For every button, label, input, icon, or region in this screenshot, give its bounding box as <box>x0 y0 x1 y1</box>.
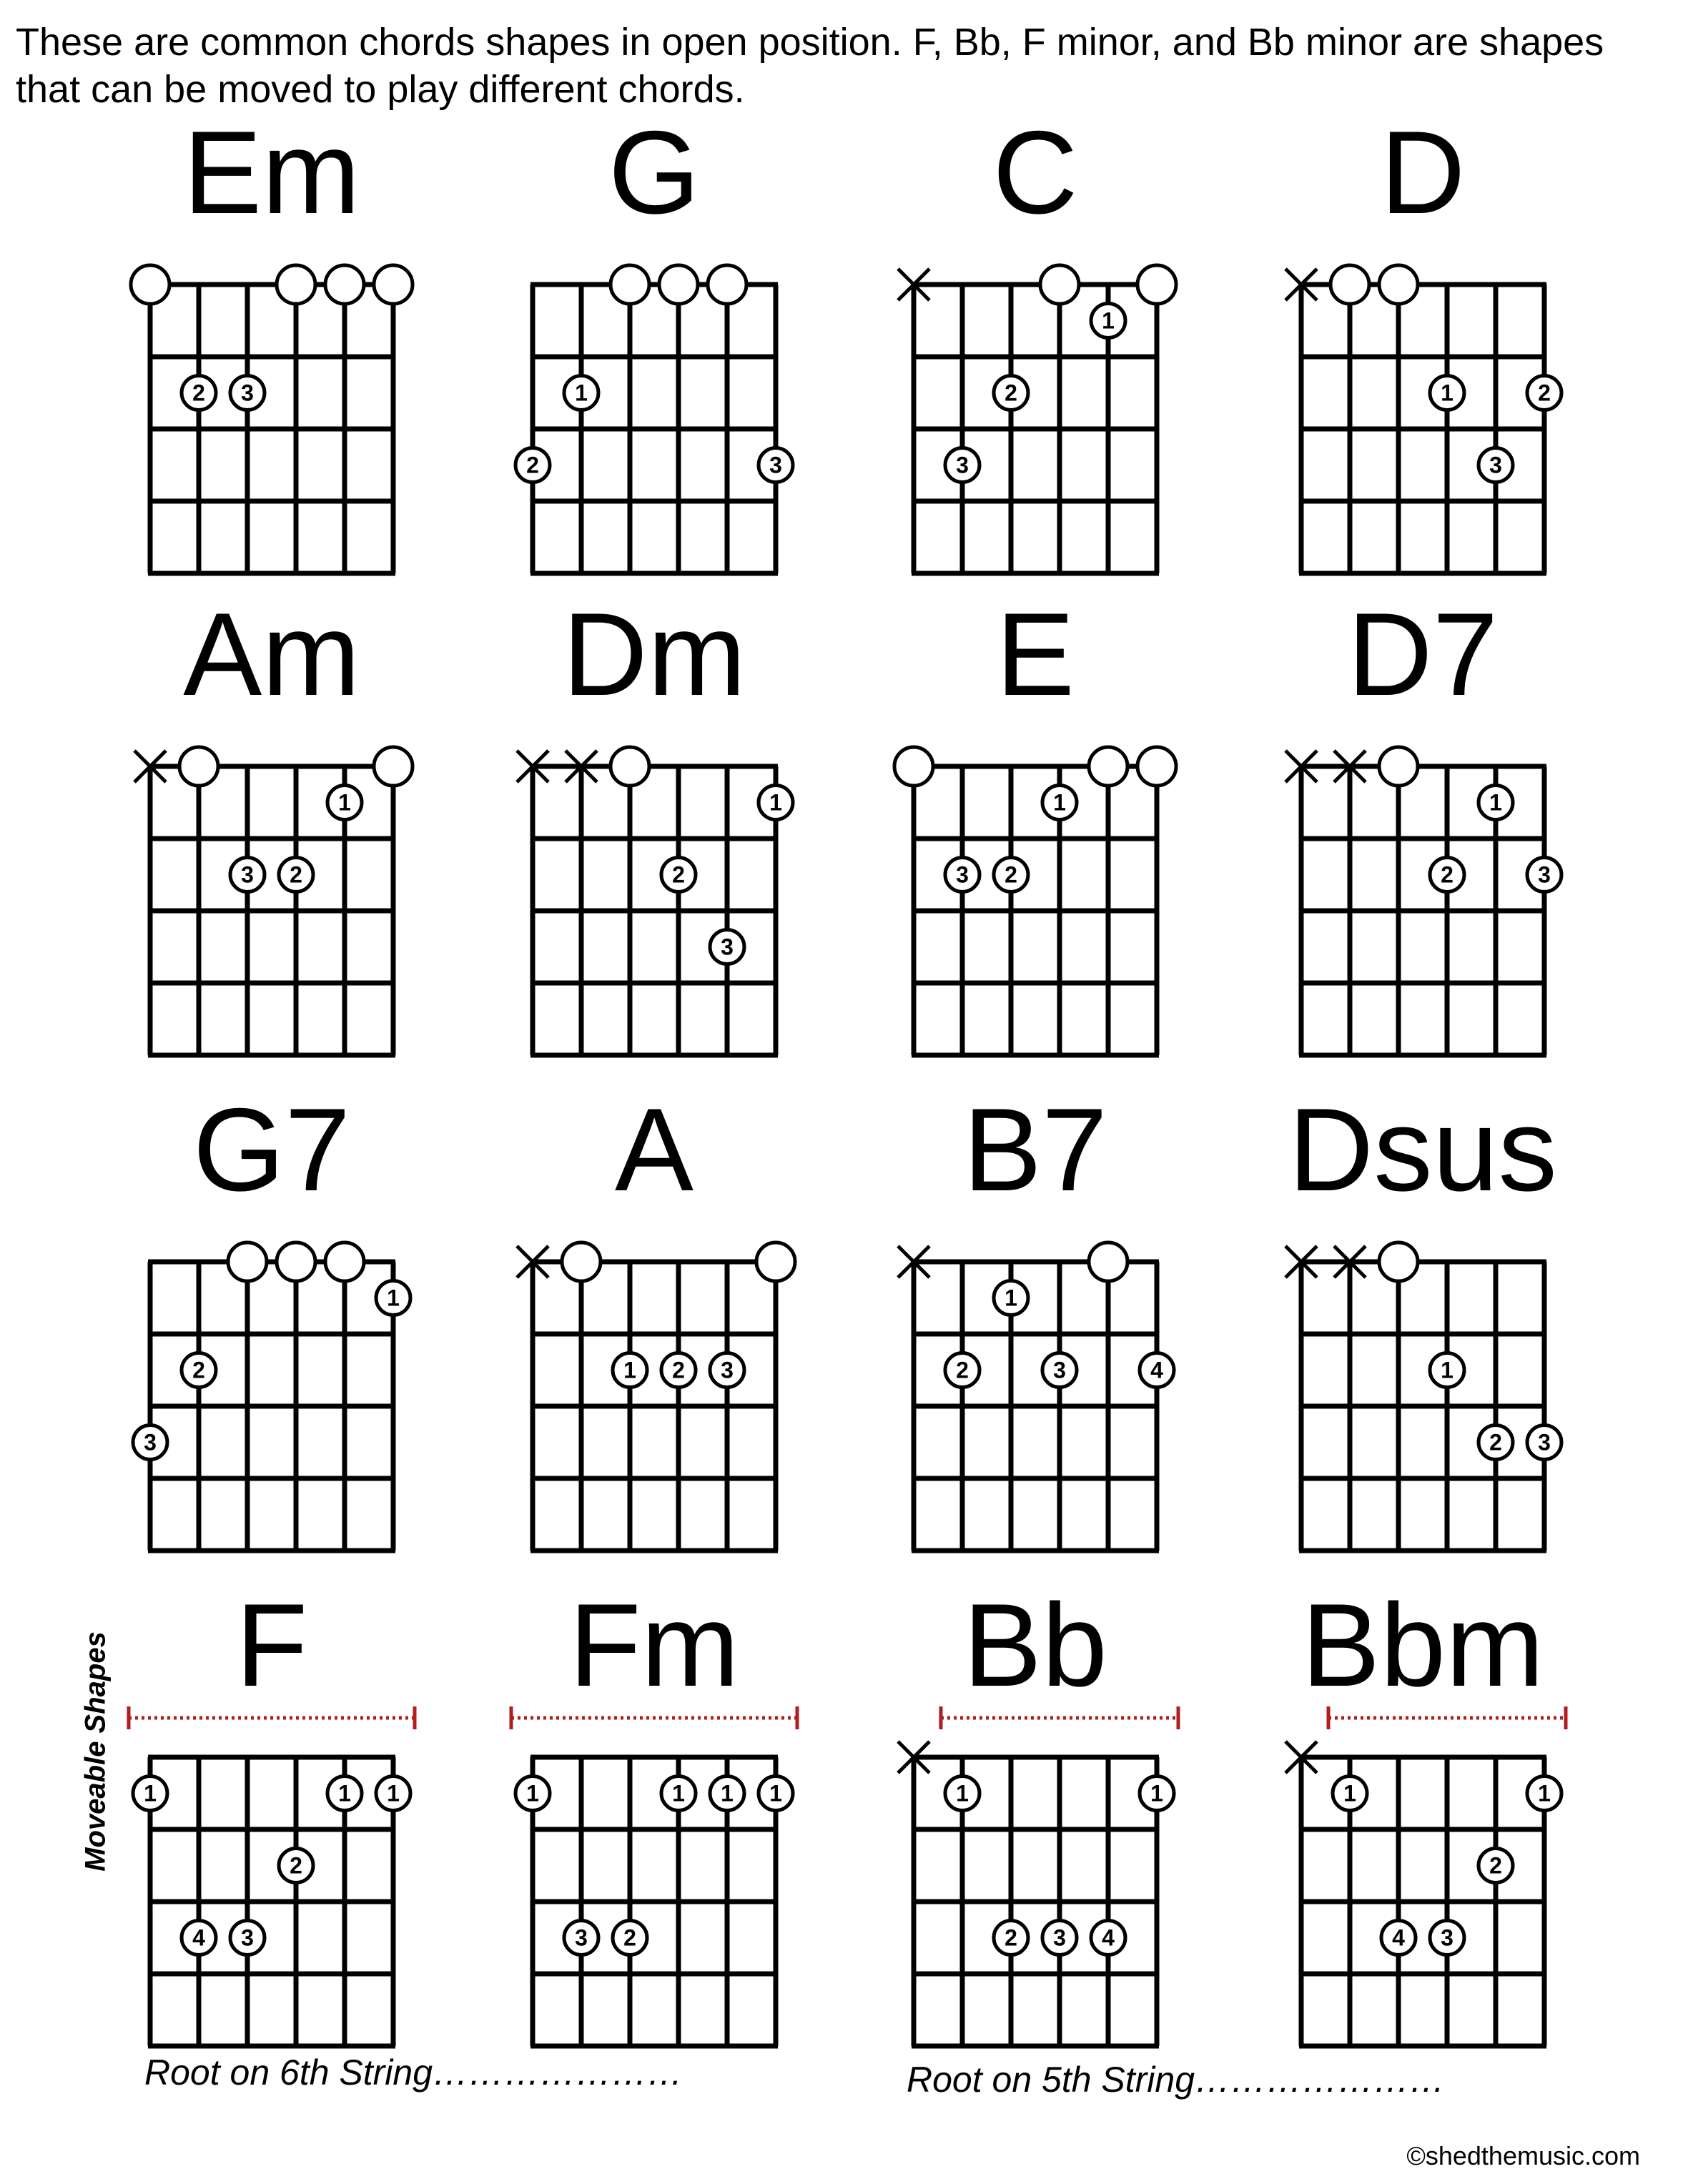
fretboard-grid <box>530 766 778 1055</box>
finger-number: 2 <box>1005 861 1017 888</box>
finger-number: 2 <box>956 1357 969 1383</box>
finger-marker <box>564 376 598 410</box>
finger-marker <box>564 1921 598 1955</box>
finger-marker <box>1140 1777 1174 1811</box>
finger-number: 2 <box>192 1357 205 1383</box>
finger-number: 3 <box>1538 861 1551 888</box>
finger-number: 3 <box>1053 1357 1066 1383</box>
finger-marker <box>1430 376 1464 410</box>
chord-diagram-f <box>129 1579 415 2046</box>
chord-diagram-b7 <box>898 1084 1174 1551</box>
open-string-icon <box>1040 265 1079 304</box>
chord-diagram-bbm <box>1285 1579 1566 2046</box>
open-string-icon <box>1089 747 1127 786</box>
finger-marker <box>1042 1353 1077 1388</box>
open-string-icon <box>708 265 746 304</box>
finger-marker <box>133 1425 167 1460</box>
finger-number: 4 <box>1392 1924 1405 1951</box>
finger-number: 4 <box>192 1924 205 1951</box>
finger-number: 1 <box>1441 1357 1454 1383</box>
finger-marker <box>1430 1921 1464 1955</box>
finger-number: 1 <box>623 1357 636 1383</box>
finger-number: 1 <box>769 1780 782 1807</box>
finger-marker <box>613 1921 647 1955</box>
fretboard-grid <box>1299 1262 1546 1551</box>
open-string-icon <box>1379 265 1418 304</box>
finger-marker <box>710 1353 744 1388</box>
finger-number: 1 <box>956 1780 969 1807</box>
finger-number: 1 <box>144 1780 157 1807</box>
finger-marker <box>182 1353 216 1388</box>
finger-marker <box>613 1353 647 1388</box>
chord-name: Bbm <box>1301 1579 1544 1711</box>
finger-marker <box>945 1777 979 1811</box>
chord-name: Am <box>183 588 360 720</box>
finger-marker <box>1527 376 1561 410</box>
finger-marker <box>327 786 362 820</box>
finger-marker <box>661 1353 696 1388</box>
finger-marker <box>279 1849 313 1883</box>
chord-name: Em <box>183 107 360 238</box>
finger-marker <box>945 1353 979 1388</box>
chord-diagram-dsus <box>1285 1084 1561 1551</box>
finger-number: 2 <box>1538 380 1551 406</box>
finger-marker <box>759 448 793 483</box>
finger-number: 3 <box>1053 1924 1066 1951</box>
finger-number: 2 <box>1005 380 1017 406</box>
finger-number: 2 <box>623 1924 636 1951</box>
finger-marker <box>759 786 793 820</box>
open-string-icon <box>1137 265 1176 304</box>
chord-diagram-fm <box>511 1579 797 2046</box>
finger-marker <box>994 1281 1028 1315</box>
open-string-icon <box>1379 1242 1418 1281</box>
finger-marker <box>1091 304 1125 338</box>
fretboard-grid <box>148 285 395 573</box>
finger-number: 3 <box>769 452 782 478</box>
finger-number: 3 <box>1538 1429 1551 1456</box>
chord-diagram-am <box>134 588 413 1055</box>
finger-number: 3 <box>241 380 254 406</box>
chord-diagram-bb <box>898 1579 1178 2046</box>
finger-number: 1 <box>1150 1780 1163 1807</box>
finger-marker <box>515 1777 550 1811</box>
finger-number: 3 <box>956 861 969 888</box>
finger-number: 1 <box>672 1780 685 1807</box>
open-string-icon <box>131 265 169 304</box>
chord-diagram-em <box>131 107 413 573</box>
finger-marker <box>1527 858 1561 892</box>
open-string-icon <box>277 1242 315 1281</box>
finger-number: 2 <box>526 452 539 478</box>
finger-marker <box>759 1777 793 1811</box>
chord-name: C <box>992 107 1078 238</box>
finger-number: 1 <box>1489 789 1502 816</box>
finger-number: 3 <box>1441 1924 1454 1951</box>
finger-number: 3 <box>721 1357 734 1383</box>
open-string-icon <box>611 265 649 304</box>
finger-number: 3 <box>956 452 969 478</box>
finger-number: 2 <box>1005 1924 1017 1951</box>
open-string-icon <box>325 265 364 304</box>
finger-marker <box>133 1777 167 1811</box>
finger-number: 1 <box>387 1285 400 1311</box>
finger-number: 2 <box>290 861 302 888</box>
chord-name: G <box>608 107 701 238</box>
finger-marker <box>1333 1777 1367 1811</box>
chord-name: Bb <box>963 1579 1107 1711</box>
chord-diagram-g <box>515 107 793 573</box>
fretboard-grid <box>530 285 778 573</box>
finger-number: 1 <box>1538 1780 1551 1807</box>
root-5th-string-label: Root on 5th String………………… <box>907 2060 1446 2100</box>
finger-marker <box>230 376 265 410</box>
open-string-icon <box>611 747 649 786</box>
open-string-icon <box>179 747 218 786</box>
finger-number: 1 <box>575 380 588 406</box>
copyright-text: ©shedthemusic.com <box>1406 2141 1640 2170</box>
finger-number: 1 <box>1005 1285 1017 1311</box>
finger-marker <box>994 858 1028 892</box>
finger-marker <box>230 858 265 892</box>
chord-name: Fm <box>568 1579 740 1711</box>
finger-number: 1 <box>387 1780 400 1807</box>
fretboard-grid <box>530 1262 778 1551</box>
open-string-icon <box>1331 265 1369 304</box>
finger-number: 1 <box>769 789 782 816</box>
finger-number: 2 <box>1489 1429 1502 1456</box>
finger-marker <box>661 1777 696 1811</box>
finger-number: 3 <box>241 861 254 888</box>
finger-marker <box>1479 786 1513 820</box>
finger-number: 1 <box>338 789 351 816</box>
finger-marker <box>1430 1353 1464 1388</box>
chord-name: Dm <box>562 588 746 720</box>
fretboard-grid <box>1299 285 1546 573</box>
finger-number: 1 <box>721 1780 734 1807</box>
finger-marker <box>182 1921 216 1955</box>
finger-number: 1 <box>1343 1780 1356 1807</box>
open-string-icon <box>374 747 413 786</box>
open-string-icon <box>277 265 315 304</box>
finger-marker <box>1042 1921 1077 1955</box>
finger-marker <box>1527 1425 1561 1460</box>
finger-marker <box>1091 1921 1125 1955</box>
finger-number: 1 <box>526 1780 539 1807</box>
fretboard-grid <box>912 1262 1159 1551</box>
finger-number: 4 <box>1150 1357 1163 1383</box>
open-string-icon <box>228 1242 267 1281</box>
finger-marker <box>710 1777 744 1811</box>
open-string-icon <box>1137 747 1176 786</box>
finger-marker <box>376 1777 410 1811</box>
finger-marker <box>1479 1849 1513 1883</box>
intro-text: These are common chords shapes in open position. F, Bb, F minor, and Bb minor are shapes that can be moved to play different chords. <box>16 21 1604 111</box>
finger-number: 1 <box>1441 380 1454 406</box>
chord-name: Dsus <box>1288 1084 1557 1215</box>
finger-number: 3 <box>241 1924 254 1951</box>
open-string-icon <box>374 265 413 304</box>
finger-number: 2 <box>1441 861 1454 888</box>
chord-name: E <box>995 588 1075 720</box>
moveable-shapes-label: Moveable Shapes <box>79 1631 112 1872</box>
finger-marker <box>1430 858 1464 892</box>
chord-diagram-g7 <box>133 1084 410 1551</box>
finger-marker <box>994 1921 1028 1955</box>
finger-number: 3 <box>144 1429 157 1456</box>
fretboard-grid <box>912 766 1159 1055</box>
finger-number: 2 <box>672 861 685 888</box>
open-string-icon <box>756 1242 795 1281</box>
finger-number: 3 <box>575 1924 588 1951</box>
finger-number: 2 <box>290 1852 302 1879</box>
finger-marker <box>1527 1777 1561 1811</box>
open-string-icon <box>1089 1242 1127 1281</box>
finger-number: 1 <box>1053 789 1066 816</box>
finger-marker <box>1140 1353 1174 1388</box>
finger-marker <box>1042 786 1077 820</box>
chord-diagram-d <box>1285 107 1561 573</box>
finger-marker <box>182 376 216 410</box>
open-string-icon <box>562 1242 601 1281</box>
chord-diagram-a <box>517 1084 795 1551</box>
root-6th-string-label: Root on 6th String………………… <box>144 2052 683 2092</box>
finger-marker <box>279 858 313 892</box>
finger-marker <box>661 858 696 892</box>
open-string-icon <box>325 1242 364 1281</box>
finger-number: 3 <box>1489 452 1502 478</box>
finger-marker <box>515 448 550 483</box>
finger-number: 2 <box>192 380 205 406</box>
finger-marker <box>1381 1921 1416 1955</box>
finger-marker <box>1479 1425 1513 1460</box>
finger-marker <box>994 376 1028 410</box>
finger-number: 2 <box>672 1357 685 1383</box>
fretboard-grid <box>148 1262 395 1551</box>
open-string-icon <box>659 265 698 304</box>
chord-name: F <box>235 1579 308 1711</box>
finger-number: 3 <box>721 934 734 960</box>
finger-number: 1 <box>1102 307 1115 334</box>
finger-marker <box>945 448 979 483</box>
finger-number: 1 <box>338 1780 351 1807</box>
open-string-icon <box>1379 747 1418 786</box>
finger-marker <box>1479 448 1513 483</box>
open-string-icon <box>894 747 933 786</box>
finger-marker <box>376 1281 410 1315</box>
chord-diagram-d7 <box>1285 588 1561 1055</box>
chord-diagram-e <box>894 588 1176 1055</box>
finger-marker <box>327 1777 362 1811</box>
finger-marker <box>710 930 744 964</box>
finger-number: 2 <box>1489 1852 1502 1879</box>
chord-name: D7 <box>1347 588 1499 720</box>
finger-marker <box>230 1921 265 1955</box>
chord-diagram-dm <box>517 588 793 1055</box>
chord-name: A <box>614 1084 694 1215</box>
finger-marker <box>945 858 979 892</box>
finger-number: 4 <box>1102 1924 1115 1951</box>
chord-name: G7 <box>192 1084 351 1215</box>
chord-name: D <box>1380 107 1466 238</box>
chord-diagram-c <box>898 107 1176 573</box>
chord-name: B7 <box>963 1084 1107 1215</box>
